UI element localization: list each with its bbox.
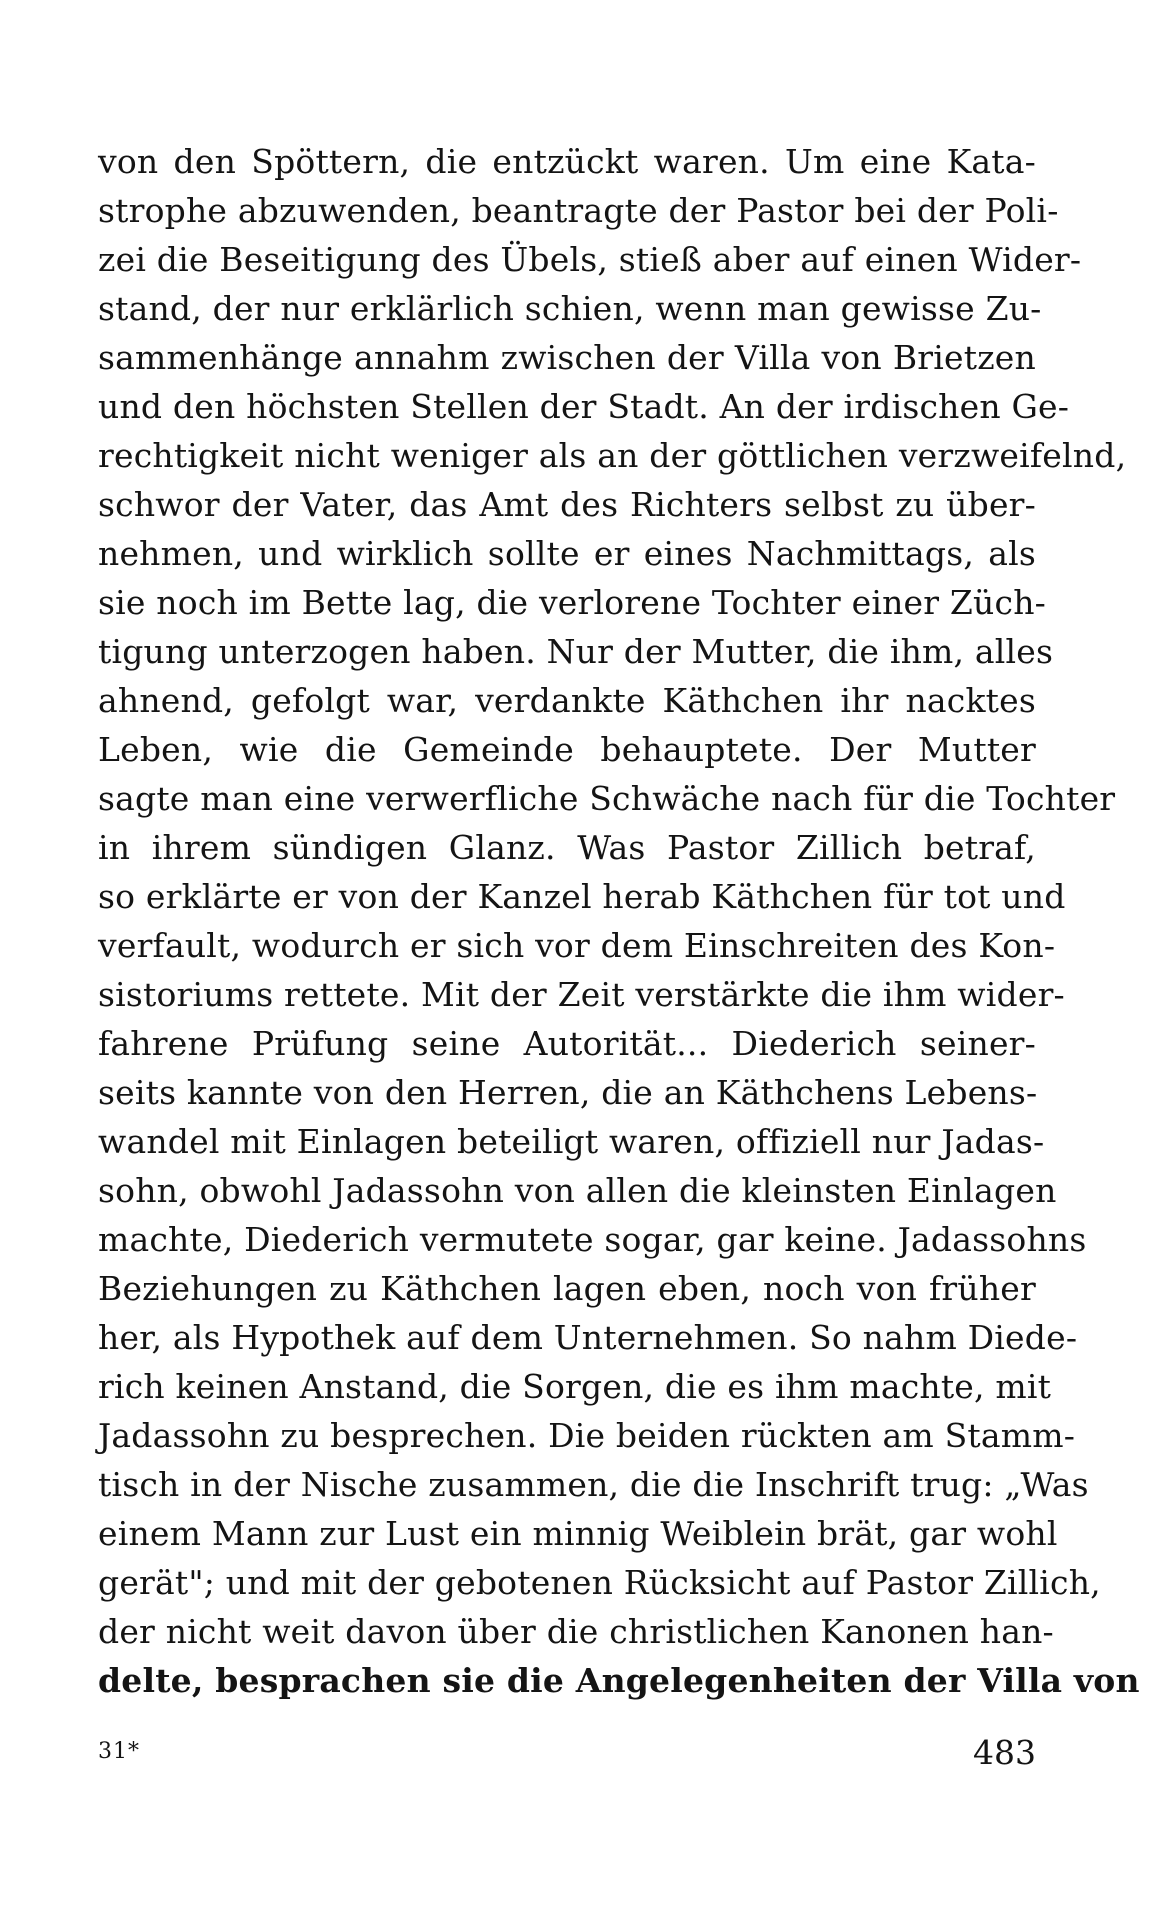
text-line: der nicht weit davon über die christlichen Kanonen han- [98,1612,1054,1651]
body-text [98,137,1140,1705]
text-line: strophe abzuwenden, beantragte der Pastor bei der Poli- [98,191,1059,230]
signature-mark: 31* [98,1739,140,1764]
text-line: sagte man eine verwerfliche Schwäche nach für die Tochter [98,779,1116,818]
text-line: wandel mit Einlagen beteiligt waren, offiziell nur Jadas- [98,1122,1045,1161]
text-line: her, als Hypothek auf dem Unternehmen. So nahm Diede- [98,1318,1078,1357]
text-line: sammenhänge annahm zwischen der Villa von Brietzen [98,338,1036,377]
text-line: rich keinen Anstand, die Sorgen, die es ihm machte, mit [98,1367,1052,1406]
text-line: von den Spöttern, die entzückt waren. Um eine Kata- [98,142,1036,181]
text-line: zei die Beseitigung des Übels, stieß aber auf einen Wider- [98,240,1082,279]
text-line: delte, besprachen sie die Angelegenheiten der Villa von [98,1661,1140,1700]
text-line: tigung unterzogen haben. Nur der Mutter, die ihm, alles [98,632,1054,671]
text-line: Beziehungen zu Käthchen lagen eben, noch von früher [98,1269,1036,1308]
text-line: und den höchsten Stellen der Stadt. An der irdischen Ge- [98,387,1070,426]
text-line: rechtigkeit nicht weniger als an der göttlichen verzweifelnd, [98,436,1127,475]
text-line: nehmen, und wirklich sollte er eines Nachmittags, als [98,534,1036,573]
text-line: gerät"; und mit der gebotenen Rücksicht auf Pastor Zillich, [98,1563,1101,1602]
text-line: sie noch im Bette lag, die verlorene Tochter einer Züch- [98,583,1046,622]
text-line: sohn, obwohl Jadassohn von allen die kleinsten Einlagen [98,1171,1057,1210]
text-line: verfault, wodurch er sich vor dem Einschreiten des Kon- [98,926,1056,965]
text-line: schwor der Vater, das Amt des Richters selbst zu über- [98,485,1036,524]
text-line: seits kannte von den Herren, die an Käthchens Lebens- [98,1073,1038,1112]
text-line: sistoriums rettete. Mit der Zeit verstärkte die ihm wider- [98,975,1065,1014]
text-line: Leben, wie die Gemeinde behauptete. Der Mutter [98,730,1036,769]
text-line: stand, der nur erklärlich schien, wenn man gewisse Zu- [98,289,1042,328]
text-line: fahrene Prüfung seine Autorität... Diederich seiner- [98,1024,1036,1063]
text-line: in ihrem sündigen Glanz. Was Pastor Zillich betraf, [98,828,1036,867]
text-line: machte, Diederich vermutete sogar, gar keine. Jadassohns [98,1220,1087,1259]
page-number: 483 [973,1733,1036,1772]
text-line: einem Mann zur Lust ein minnig Weiblein brät, gar wohl [98,1514,1058,1553]
page-footer [98,1733,1036,1777]
text-line: ahnend, gefolgt war, verdankte Käthchen ihr nacktes [98,681,1036,720]
text-line: so erklärte er von der Kanzel herab Käthchen für tot und [98,877,1066,916]
text-line: Jadassohn zu besprechen. Die beiden rückten am Stamm- [98,1416,1076,1455]
text-line: tisch in der Nische zusammen, die die Inschrift trug: „Was [98,1465,1089,1504]
